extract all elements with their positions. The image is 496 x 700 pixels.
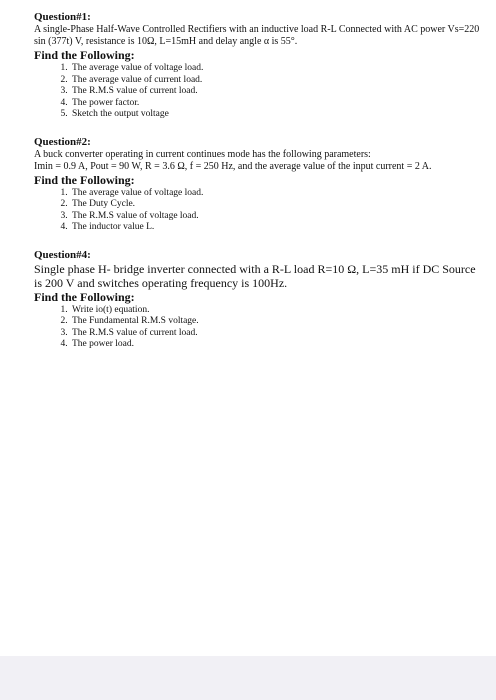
question-2-body-line-1: A buck converter operating in current continues mode has the following parameters:: [34, 148, 371, 160]
document-content: [34, 10, 484, 365]
question-4-list: [34, 305, 484, 351]
question-4: [34, 248, 484, 351]
list-item: 2. The Duty Cycle.: [70, 199, 484, 211]
list-item: 2. The Fundamental R.M.S voltage.: [70, 316, 484, 328]
list-item: 1. The average value of voltage load.: [70, 188, 484, 200]
list-item: 4. The power factor.: [70, 98, 484, 110]
question-2-body-line-2: Imin = 0.9 A, Pout = 90 W, R = 3.6 Ω, f = 250 Hz, and the average value of the input current = 2 A.: [34, 160, 432, 172]
bottom-toolbar-area: [0, 656, 496, 700]
question-4-find-heading: Find the Following:: [34, 289, 135, 304]
list-item: 4. The power load.: [70, 339, 484, 351]
list-item: 3. The R.M.S value of current load.: [70, 86, 484, 98]
question-1-title: Question#1:: [34, 11, 91, 23]
question-4-body: Single phase H- bridge inverter connected with a R-L load R=10 Ω, L=35 mH if DC Source is 200 V and switches operating frequency is 100Hz.: [34, 261, 476, 290]
question-2-find-heading: Find the Following:: [34, 172, 135, 187]
list-item: 3. The R.M.S value of current load.: [70, 328, 484, 340]
question-1: [34, 10, 484, 121]
question-2-list: [34, 188, 484, 234]
list-item: 4. The inductor value L.: [70, 222, 484, 234]
question-1-body: A single-Phase Half-Wave Controlled Rectifiers with an inductive load R-L Connected with AC power Vs=220 sin (377t) V, resistance is 10Ω, L=15mH and delay angle α is 55°.: [34, 24, 480, 47]
question-4-title: Question#4:: [34, 248, 91, 261]
question-2-title: Question#2:: [34, 135, 91, 148]
question-1-list: [34, 63, 484, 121]
list-item: 3. The R.M.S value of voltage load.: [70, 211, 484, 223]
list-item: 1. The average value of voltage load.: [70, 63, 484, 75]
list-item: 5. Sketch the output voltage: [70, 109, 484, 121]
question-2: [34, 135, 484, 234]
list-item: 2. The average value of current load.: [70, 75, 484, 87]
list-item: 1. Write io(t) equation.: [70, 305, 484, 317]
question-1-find-heading: Find the Following:: [34, 48, 135, 62]
